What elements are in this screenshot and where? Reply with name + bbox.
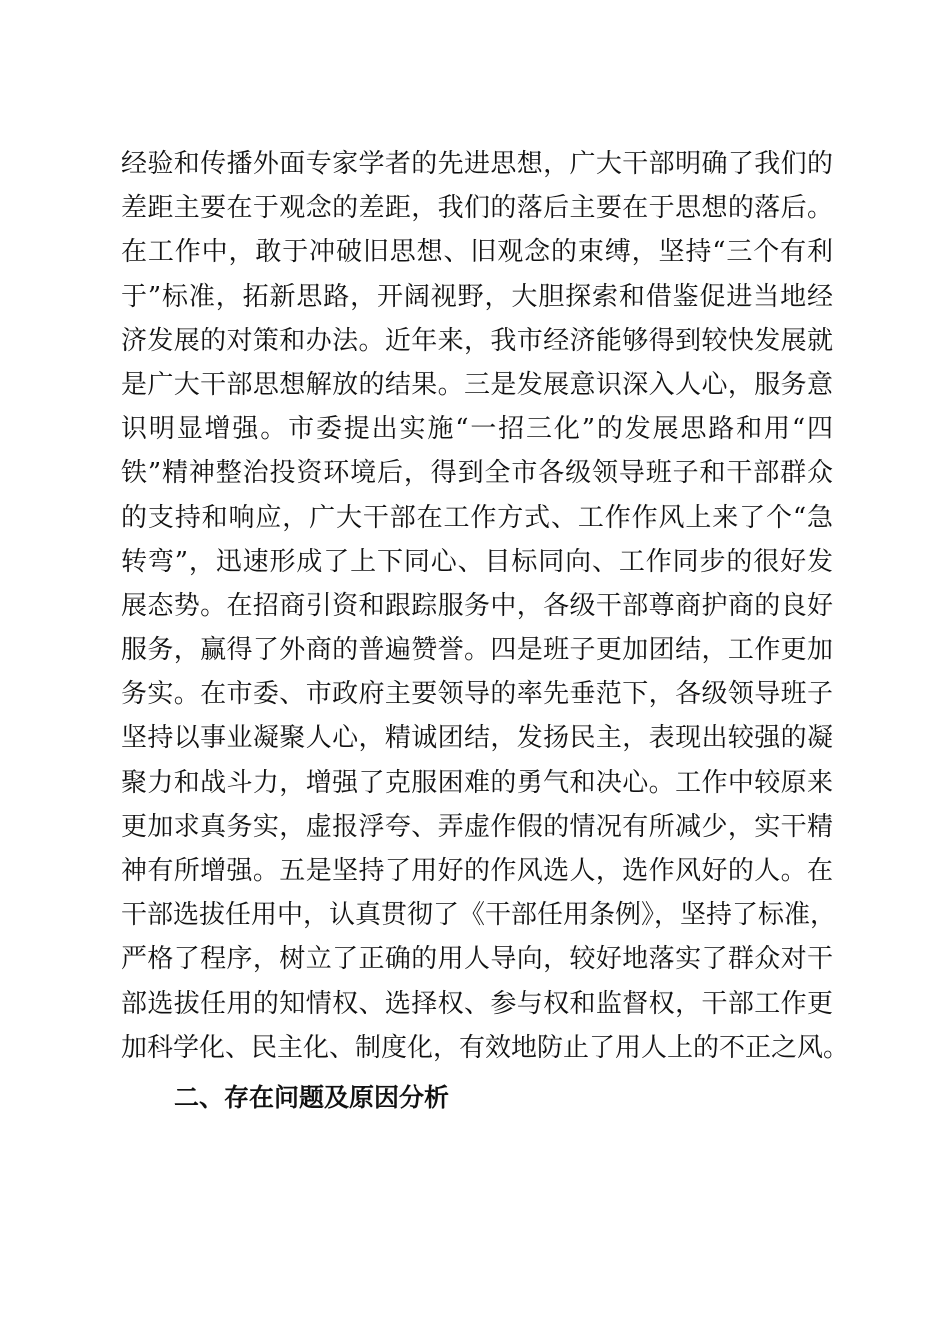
paragraph-line: 聚力和战斗力，增强了克服困难的勇气和决心。工作中较原来: [121, 767, 833, 798]
paragraph-line: 干部选拔任用中，认真贯彻了《干部任用条例》，坚持了标准，: [121, 900, 837, 931]
paragraph-line: 是广大干部思想解放的结果。三是发展意识深入人心，服务意: [121, 369, 833, 400]
paragraph-line: 严格了程序，树立了正确的用人导向，较好地落实了群众对干: [121, 944, 833, 975]
paragraph-line: 部选拔任用的知情权、选择权、参与权和监督权，干部工作更: [121, 988, 833, 1019]
section-heading: 二、存在问题及原因分析: [174, 1083, 450, 1112]
paragraph-line: 务实。在市委、市政府主要领导的率先垂范下，各级领导班子: [121, 679, 833, 710]
paragraph-line: 加科学化、民主化、制度化，有效地防止了用人上的不正之风。: [121, 1032, 850, 1063]
paragraph-line: 济发展的对策和办法。近年来，我市经济能够得到较快发展就: [121, 325, 833, 356]
paragraph-line: 的支持和响应，广大干部在工作方式、工作作风上来了个“急: [121, 502, 833, 533]
paragraph-line: 经验和传播外面专家学者的先进思想，广大干部明确了我们的: [121, 149, 833, 179]
paragraph-line: 于”标准，拓新思路，开阔视野，大胆探索和借鉴促进当地经: [121, 281, 833, 312]
body-paragraph: [121, 142, 850, 1070]
paragraph-line: 差距主要在于观念的差距，我们的落后主要在于思想的落后。: [121, 193, 833, 224]
paragraph-line: 铁”精神整治投资环境后，得到全市各级领导班子和干部群众: [121, 458, 833, 489]
paragraph-line: 更加求真务实，虚报浮夸、弄虚作假的情况有所减少，实干精: [121, 811, 833, 842]
paragraph-line: 坚持以事业凝聚人心，精诚团结，发扬民主，表现出较强的凝: [121, 723, 833, 754]
paragraph-line: 展态势。在招商引资和跟踪服务中，各级干部尊商护商的良好: [121, 590, 833, 621]
paragraph-line: 服务，赢得了外商的普遍赞誉。四是班子更加团结，工作更加: [121, 635, 833, 666]
paragraph-line: 转弯”，迅速形成了上下同心、目标同向、工作同步的很好发: [121, 546, 833, 577]
paragraph-line: 识明显增强。市委提出实施“一招三化”的发展思路和用“四: [121, 414, 833, 445]
paragraph-line: 在工作中，敢于冲破旧思想、旧观念的束缚，坚持“三个有利: [121, 237, 833, 268]
paragraph-line: 神有所增强。五是坚持了用好的作风选人，选作风好的人。在: [121, 856, 833, 886]
